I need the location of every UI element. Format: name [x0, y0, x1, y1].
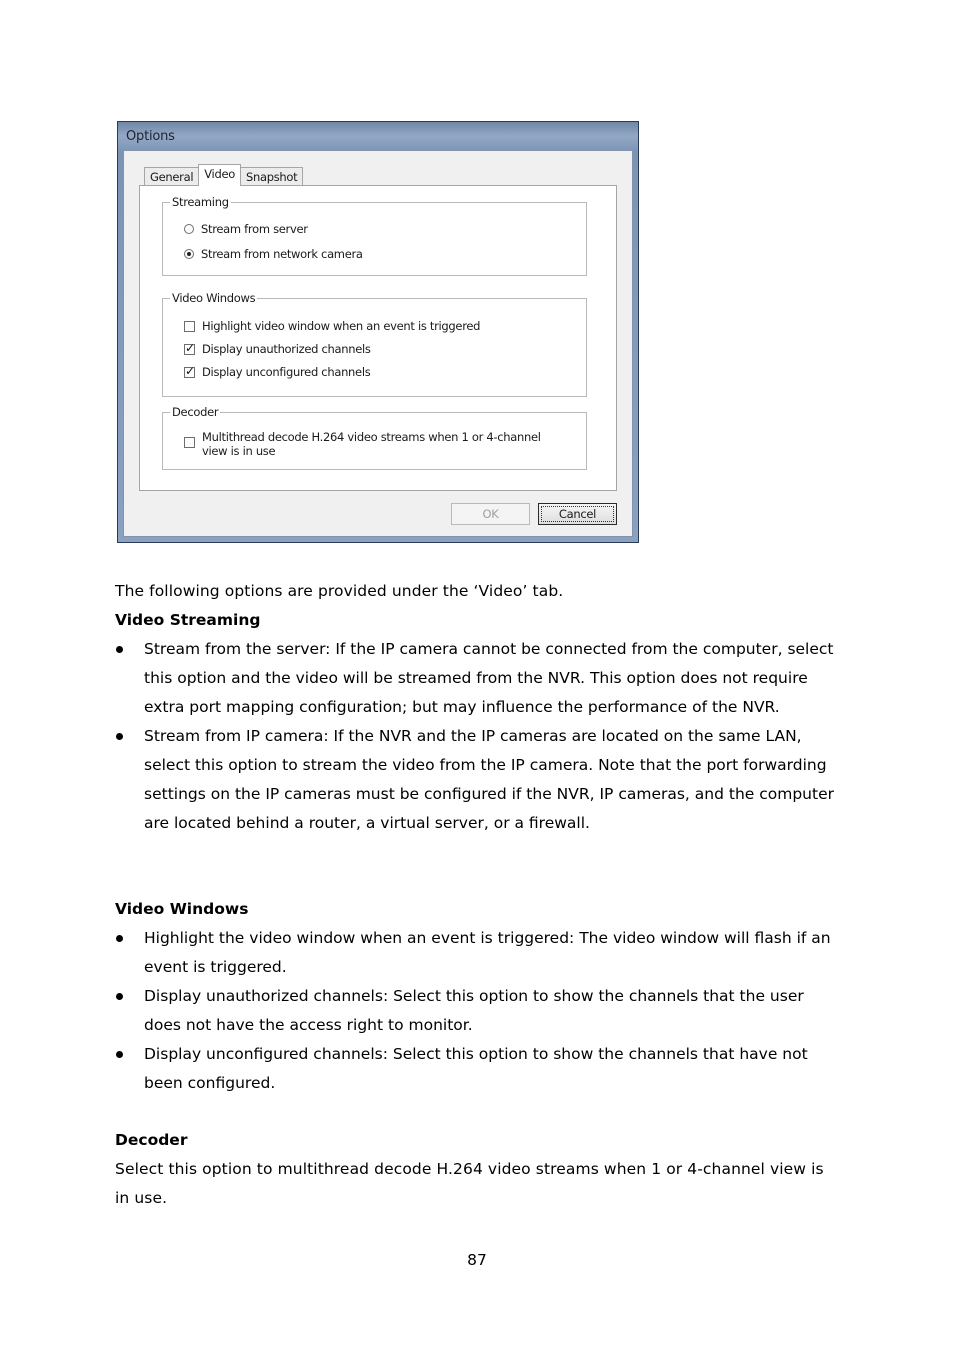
page-number: 87 — [467, 1251, 487, 1269]
unauthorized-channels-option[interactable] — [184, 342, 371, 356]
stream-from-server-radio[interactable] — [184, 224, 194, 234]
list-item: Stream from IP camera: If the NVR and the IP cameras are located on the same LAN, select this option to stream the video from the IP camera. Note that the port forwarding settings on the IP cameras must be configured if the NVR, IP cameras, and the computer are located behind a router, a virtual server, or a firewall. — [115, 722, 843, 838]
unauthorized-channels-checkbox[interactable] — [184, 344, 195, 355]
video-windows-legend: Video Windows — [172, 291, 256, 305]
multithread-decode-label: Multithread decode H.264 video streams when 1 or 4-channel view is in use — [202, 430, 541, 458]
multithread-decode-option[interactable] — [184, 430, 569, 458]
video-windows-heading: Video Windows — [115, 900, 249, 918]
decoder-heading: Decoder — [115, 1131, 188, 1149]
unconfigured-channels-label: Display unconfigured channels — [202, 365, 371, 379]
streaming-group — [162, 195, 587, 276]
decoder-group — [162, 405, 587, 470]
dialog-title: Options — [126, 129, 175, 144]
dialog-client-area — [123, 150, 633, 537]
options-dialog — [117, 121, 639, 543]
cancel-button[interactable]: Cancel — [538, 503, 617, 525]
stream-from-camera-option[interactable] — [184, 247, 363, 261]
stream-from-server-label: Stream from server — [201, 222, 308, 236]
highlight-window-checkbox[interactable] — [184, 321, 195, 332]
stream-from-server-option[interactable] — [184, 222, 308, 236]
decoder-legend: Decoder — [172, 405, 219, 419]
streaming-bullet-list — [115, 635, 843, 838]
intro-paragraph: The following options are provided under the ‘Video’ tab. — [115, 582, 564, 600]
streaming-legend: Streaming — [172, 195, 229, 209]
highlight-window-option[interactable] — [184, 319, 480, 333]
list-item: Highlight the video window when an event is triggered: The video window will flash if an event is triggered. — [115, 924, 843, 982]
stream-from-camera-label: Stream from network camera — [201, 247, 363, 261]
decoder-paragraph: Select this option to multithread decode H.264 video streams when 1 or 4-channel view is in use. — [115, 1160, 824, 1207]
multithread-decode-checkbox[interactable] — [184, 437, 195, 448]
video-windows-group — [162, 291, 587, 397]
unauthorized-channels-label: Display unauthorized channels — [202, 342, 371, 356]
windows-bullet-list — [115, 924, 843, 1098]
stream-from-camera-radio[interactable] — [184, 249, 194, 259]
unconfigured-channels-option[interactable] — [184, 365, 370, 379]
tab-strip — [144, 164, 302, 186]
highlight-window-label: Highlight video window when an event is triggered — [202, 319, 481, 333]
unconfigured-channels-checkbox[interactable] — [184, 367, 195, 378]
tab-general[interactable]: General — [144, 167, 199, 186]
list-item: Stream from the server: If the IP camera cannot be connected from the computer, select this option and the video will be streamed from the NVR. This option does not require extra port mapping configuration; but may influence the performance of the NVR. — [115, 635, 843, 722]
list-item: Display unconfigured channels: Select this option to show the channels that have not been configured. — [115, 1040, 843, 1098]
tab-video[interactable]: Video — [198, 164, 241, 186]
video-streaming-heading: Video Streaming — [115, 611, 261, 629]
tab-snapshot[interactable]: Snapshot — [240, 167, 303, 186]
ok-button[interactable]: OK — [451, 503, 530, 525]
video-tab-panel — [139, 185, 617, 491]
list-item: Display unauthorized channels: Select this option to show the channels that the user does not have the access right to monitor. — [115, 982, 843, 1040]
